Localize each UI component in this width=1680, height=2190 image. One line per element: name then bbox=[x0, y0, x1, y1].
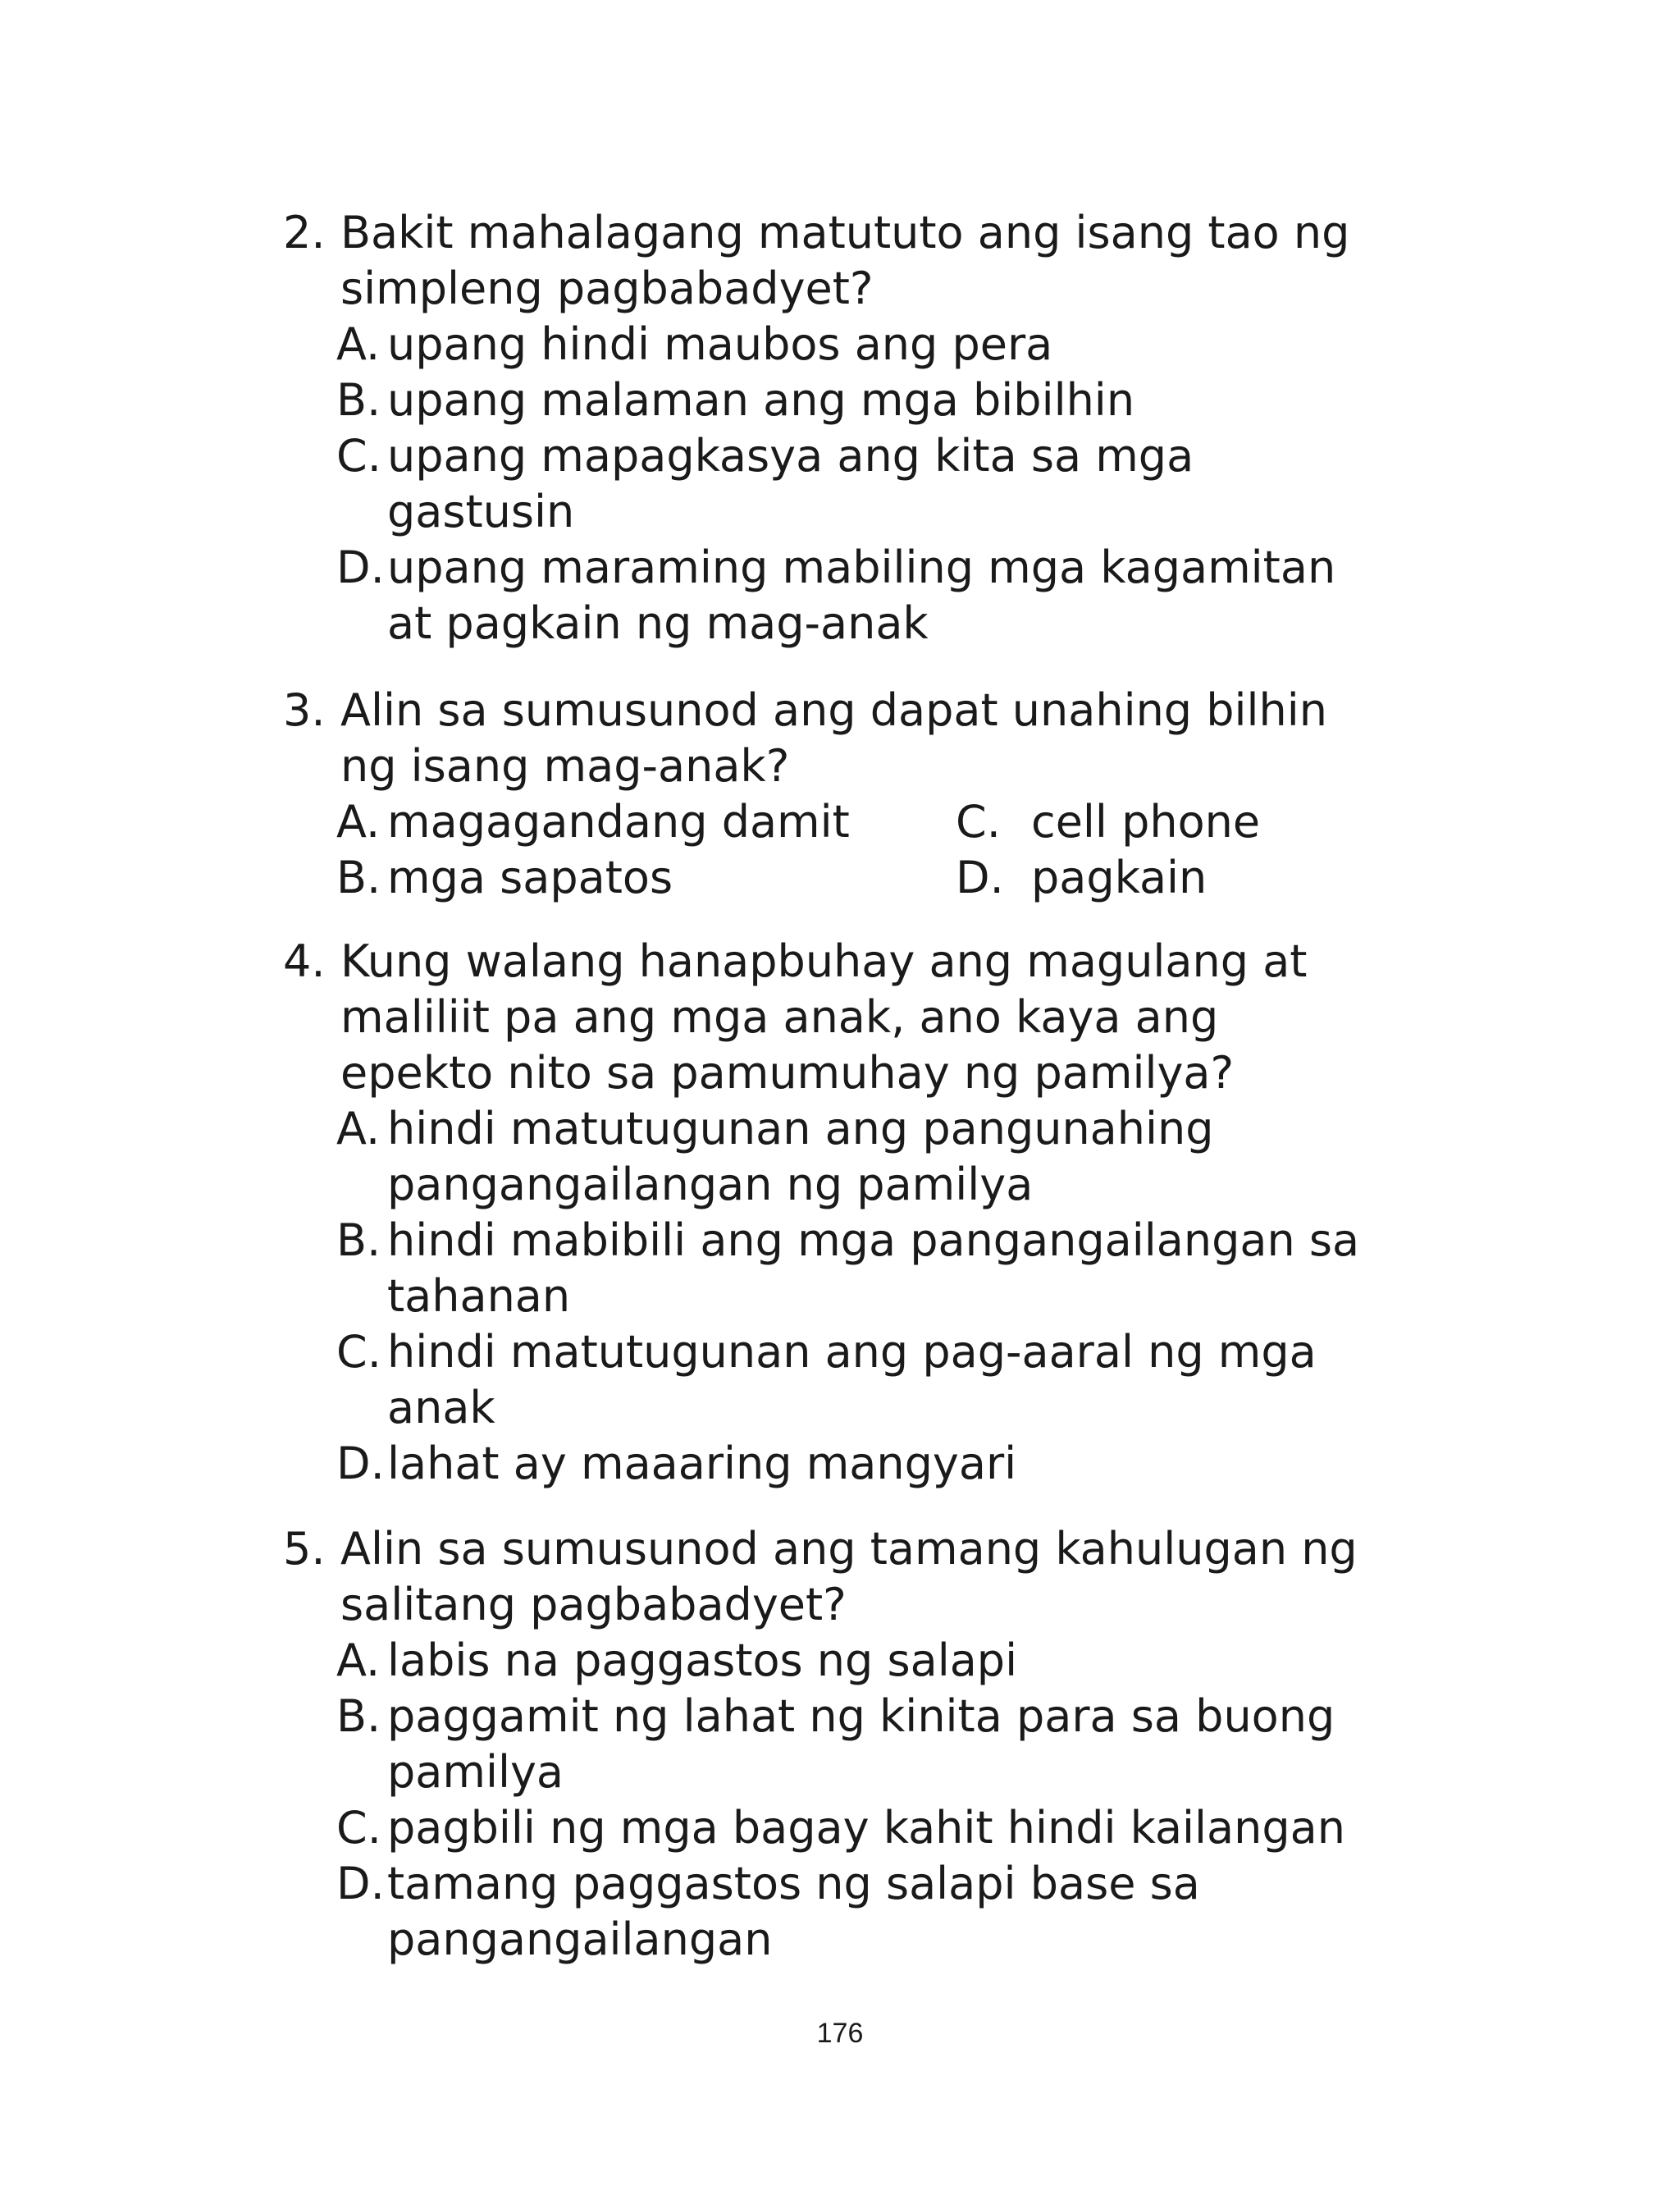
stem-line: Bakit mahalagang matututo ang isang tao ng bbox=[340, 207, 1350, 258]
choice-d bbox=[336, 540, 1431, 652]
choice-text: upang mapagkasya ang kita sa mga bbox=[387, 430, 1194, 482]
choice-d bbox=[336, 1436, 1431, 1492]
stem-line: epekto nito sa pamumuhay ng pamilya? bbox=[340, 1047, 1235, 1099]
choice-text: lahat ay maaaring mangyari bbox=[387, 1438, 1017, 1489]
question-3 bbox=[283, 683, 1431, 906]
question-4 bbox=[283, 934, 1431, 1492]
stem-line: simpleng pagbabadyet? bbox=[340, 263, 874, 314]
choice-text: anak bbox=[387, 1382, 495, 1433]
choice-letter: D. bbox=[336, 1858, 385, 1909]
choice-letter: C. bbox=[336, 1326, 381, 1378]
choice-a bbox=[336, 1101, 1431, 1213]
choice-d bbox=[956, 850, 1317, 906]
choice-a bbox=[336, 794, 956, 850]
choice-letter: A. bbox=[336, 318, 381, 370]
page-number: 176 bbox=[816, 2018, 864, 2049]
choice-text: mga sapatos bbox=[387, 852, 673, 903]
choice-c bbox=[336, 428, 1431, 540]
choice-text: pangangailangan ng pamilya bbox=[387, 1159, 1034, 1210]
choice-b bbox=[336, 850, 956, 906]
stem-line: Kung walang hanapbuhay ang magulang at bbox=[340, 935, 1308, 987]
choice-letter: D. bbox=[336, 542, 385, 593]
choice-grid bbox=[336, 794, 1431, 906]
choice-text: pagbili ng mga bagay kahit hindi kailangan bbox=[387, 1802, 1345, 1854]
choice-text: tamang paggastos ng salapi base sa bbox=[387, 1858, 1200, 1909]
choice-text: cell phone bbox=[1031, 796, 1261, 848]
choice-letter: A. bbox=[336, 1103, 381, 1154]
question-stem bbox=[283, 1521, 1431, 1633]
question-number: 4. bbox=[283, 935, 326, 987]
question-number: 3. bbox=[283, 684, 326, 736]
choice-text: pangangailangan bbox=[387, 1913, 773, 1965]
choice-text: magagandang damit bbox=[387, 796, 850, 848]
choice-text: at pagkain ng mag-anak bbox=[387, 597, 929, 649]
choice-text: hindi mabibili ang mga pangangailangan sa bbox=[387, 1214, 1360, 1266]
stem-line: Alin sa sumusunod ang dapat unahing bilhin bbox=[340, 684, 1327, 736]
choice-text: hindi matutugunan ang pangunahing bbox=[387, 1103, 1214, 1154]
stem-line: salitang pagbabadyet? bbox=[340, 1579, 847, 1630]
choice-letter: A. bbox=[336, 1634, 381, 1686]
question-stem bbox=[283, 205, 1431, 317]
choice-text: hindi matutugunan ang pag-aaral ng mga bbox=[387, 1326, 1317, 1378]
choice-d bbox=[336, 1856, 1431, 1968]
choice-a bbox=[336, 317, 1431, 373]
choice-a bbox=[336, 1633, 1431, 1689]
choice-c bbox=[336, 1800, 1431, 1856]
choice-letter: A. bbox=[336, 796, 381, 848]
choice-text: gastusin bbox=[387, 486, 575, 537]
question-number: 2. bbox=[283, 207, 326, 258]
choice-letter: D. bbox=[956, 852, 1004, 903]
choice-b bbox=[336, 1213, 1431, 1324]
question-2 bbox=[283, 205, 1431, 652]
choice-c bbox=[956, 794, 1317, 850]
choice-text: upang maraming mabiling mga kagamitan bbox=[387, 542, 1336, 593]
question-stem bbox=[283, 683, 1431, 794]
choice-text: pamilya bbox=[387, 1746, 564, 1798]
choice-text: labis na paggastos ng salapi bbox=[387, 1634, 1018, 1686]
question-5 bbox=[283, 1521, 1431, 1968]
choice-text: paggamit ng lahat ng kinita para sa buong bbox=[387, 1690, 1335, 1742]
choice-letter: B. bbox=[336, 374, 381, 426]
choice-letter: C. bbox=[336, 430, 381, 482]
choice-letter: C. bbox=[336, 1802, 381, 1854]
choice-letter: B. bbox=[336, 1690, 381, 1742]
question-number: 5. bbox=[283, 1523, 326, 1575]
choice-text: upang hindi maubos ang pera bbox=[387, 318, 1053, 370]
stem-line: maliliit pa ang mga anak, ano kaya ang bbox=[340, 991, 1219, 1043]
choice-c bbox=[336, 1324, 1431, 1436]
choice-letter: B. bbox=[336, 852, 381, 903]
stem-line: ng isang mag-anak? bbox=[340, 740, 790, 792]
choice-b bbox=[336, 373, 1431, 428]
choice-letter: D. bbox=[336, 1438, 385, 1489]
choice-letter: C. bbox=[956, 796, 1001, 848]
choice-letter: B. bbox=[336, 1214, 381, 1266]
choice-text: upang malaman ang mga bibilhin bbox=[387, 374, 1135, 426]
choice-text: pagkain bbox=[1031, 852, 1208, 903]
stem-line: Alin sa sumusunod ang tamang kahulugan ng bbox=[340, 1523, 1358, 1575]
question-stem bbox=[283, 934, 1431, 1101]
choice-b bbox=[336, 1689, 1431, 1800]
choice-text: tahanan bbox=[387, 1270, 571, 1322]
